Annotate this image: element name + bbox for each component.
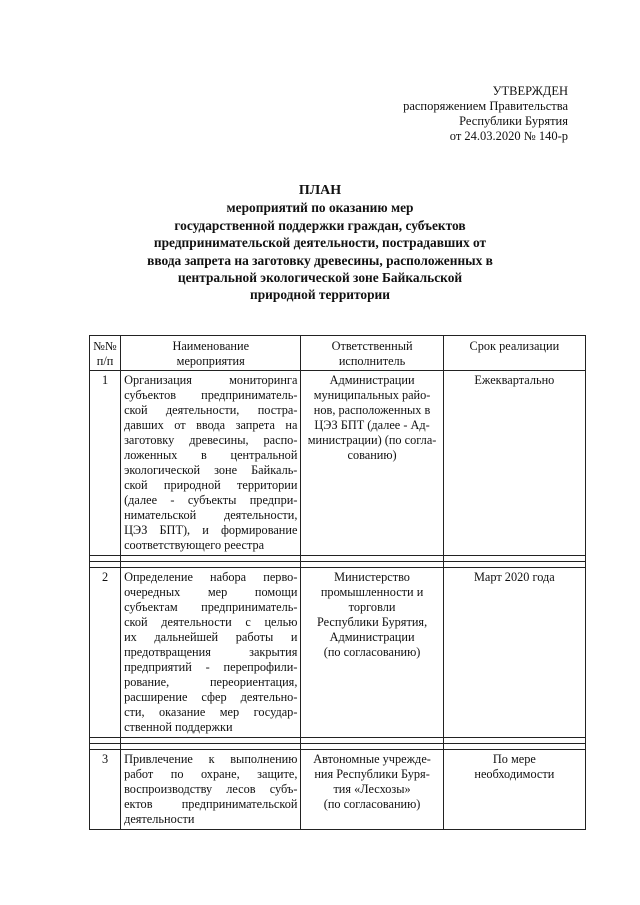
table-header-row — [90, 336, 586, 371]
row-term — [443, 371, 585, 556]
approval-line-1: УТВЕРЖДЕН — [492, 84, 568, 98]
name-line: ской деятельности с целью — [124, 615, 298, 629]
title-line: мероприятий по оказанию мер — [226, 200, 414, 216]
name-line: Определение набора перво- — [124, 570, 298, 584]
name-line: экологической зоне Байкаль- — [124, 463, 298, 477]
title-line: государственной поддержки граждан, субъектов — [174, 217, 466, 233]
name-line: ектов предпринимательской — [124, 797, 298, 811]
header-term-line: Срок реализации — [469, 339, 560, 353]
executor-line: Администрации — [329, 630, 415, 644]
name-line: очередных мер помощи — [124, 585, 298, 599]
name-line: расширение сфер деятельно- — [124, 690, 298, 704]
executor-line: муниципальных райо- — [313, 388, 431, 402]
name-line: деятельности — [124, 812, 195, 826]
executor-line: ния Республики Буря- — [314, 767, 430, 781]
title-line: центральной экологической зоне Байкальской — [177, 270, 463, 286]
approval-line-3: Республики Бурятия — [459, 114, 568, 128]
name-line: рование, переориентация, — [124, 675, 298, 689]
header-name-line: Наименование — [172, 339, 250, 353]
name-line: ственной поддержки — [124, 720, 233, 734]
executor-line: министрации) (по согла- — [307, 433, 437, 447]
name-line: Организация мониторинга — [124, 373, 298, 387]
name-line: ложенных в центральной — [124, 448, 298, 462]
name-line: давших от ввода запрета на — [124, 418, 298, 432]
name-line: заготовку древесины, распо- — [124, 433, 298, 447]
table-row — [90, 371, 586, 556]
name-line: ской природной территории — [124, 478, 298, 492]
plan-table — [89, 335, 586, 830]
executor-line: Министерство — [334, 570, 410, 584]
row-executor — [301, 750, 443, 830]
executor-line: сованию) — [347, 448, 397, 462]
name-line: субъектов предприниматель- — [124, 388, 298, 402]
name-line: соответствующего реестра — [124, 538, 265, 552]
name-line: субъектам предприниматель- — [124, 600, 298, 614]
executor-line: Администрации — [329, 373, 415, 387]
approval-stamp — [403, 84, 568, 144]
name-line: (далее - субъекты предпри- — [124, 493, 298, 507]
executor-line: ЦЭЗ БПТ (далее - Ад- — [314, 418, 430, 432]
row-num: 3 — [90, 750, 121, 830]
title-line: предпринимательской деятельности, пострадавших от — [153, 235, 487, 251]
executor-line: торговли — [348, 600, 396, 614]
header-executor-line: Ответственный — [331, 339, 413, 353]
row-num: 2 — [90, 568, 121, 738]
header-name — [121, 336, 301, 371]
term-line: необходимости — [474, 767, 555, 781]
header-num-line: №№ — [93, 339, 117, 353]
row-executor — [301, 371, 443, 556]
header-name-line: мероприятия — [176, 354, 245, 368]
executor-line: нов, расположенных в — [313, 403, 431, 417]
executor-line: Автономные учрежде- — [313, 752, 431, 766]
name-line: Привлечение к выполнению — [124, 752, 298, 766]
title-line: ввода запрета на заготовку древесины, расположенных в — [147, 252, 493, 268]
header-executor — [301, 336, 443, 371]
name-line: воспроизводству лесов субъ- — [124, 782, 298, 796]
executor-line: Республики Бурятия, — [316, 615, 428, 629]
header-num-line: п/п — [96, 354, 114, 368]
document-title — [0, 182, 640, 304]
title-heading: ПЛАН — [298, 183, 342, 198]
term-line: Март 2020 года — [473, 570, 555, 584]
approval-line-2: распоряжением Правительства — [403, 99, 568, 113]
name-line: сти, оказание мер государ- — [124, 705, 298, 719]
title-line: природной территории — [250, 287, 390, 303]
executor-line: (по согласованию) — [323, 797, 421, 811]
name-line: нимательской деятельности, — [124, 508, 298, 522]
executor-line: тия «Лесхозы» — [333, 782, 411, 796]
name-line: предприятий - перепрофили- — [124, 660, 298, 674]
row-name — [121, 750, 301, 830]
row-name — [121, 371, 301, 556]
row-num: 1 — [90, 371, 121, 556]
name-line: ЦЭЗ БПТ), и формирование — [124, 523, 298, 537]
name-line: работ по охране, защите, — [124, 767, 298, 781]
term-line: Ежеквартально — [474, 373, 555, 387]
executor-line: (по согласованию) — [323, 645, 421, 659]
approval-line-4: от 24.03.2020 № 140-р — [449, 129, 568, 143]
header-executor-line: исполнитель — [338, 354, 406, 368]
executor-line: промышленности и — [320, 585, 424, 599]
row-executor — [301, 568, 443, 738]
term-line: По мере — [492, 752, 536, 766]
name-line: ской деятельности, постра- — [124, 403, 298, 417]
name-line: предотвращения закрытия — [124, 645, 298, 659]
table-row — [90, 568, 586, 738]
row-name — [121, 568, 301, 738]
row-term — [443, 750, 585, 830]
header-num — [90, 336, 121, 371]
table-row — [90, 750, 586, 830]
name-line: их дальнейшей работы и — [124, 630, 298, 644]
header-term — [443, 336, 585, 371]
row-term — [443, 568, 585, 738]
